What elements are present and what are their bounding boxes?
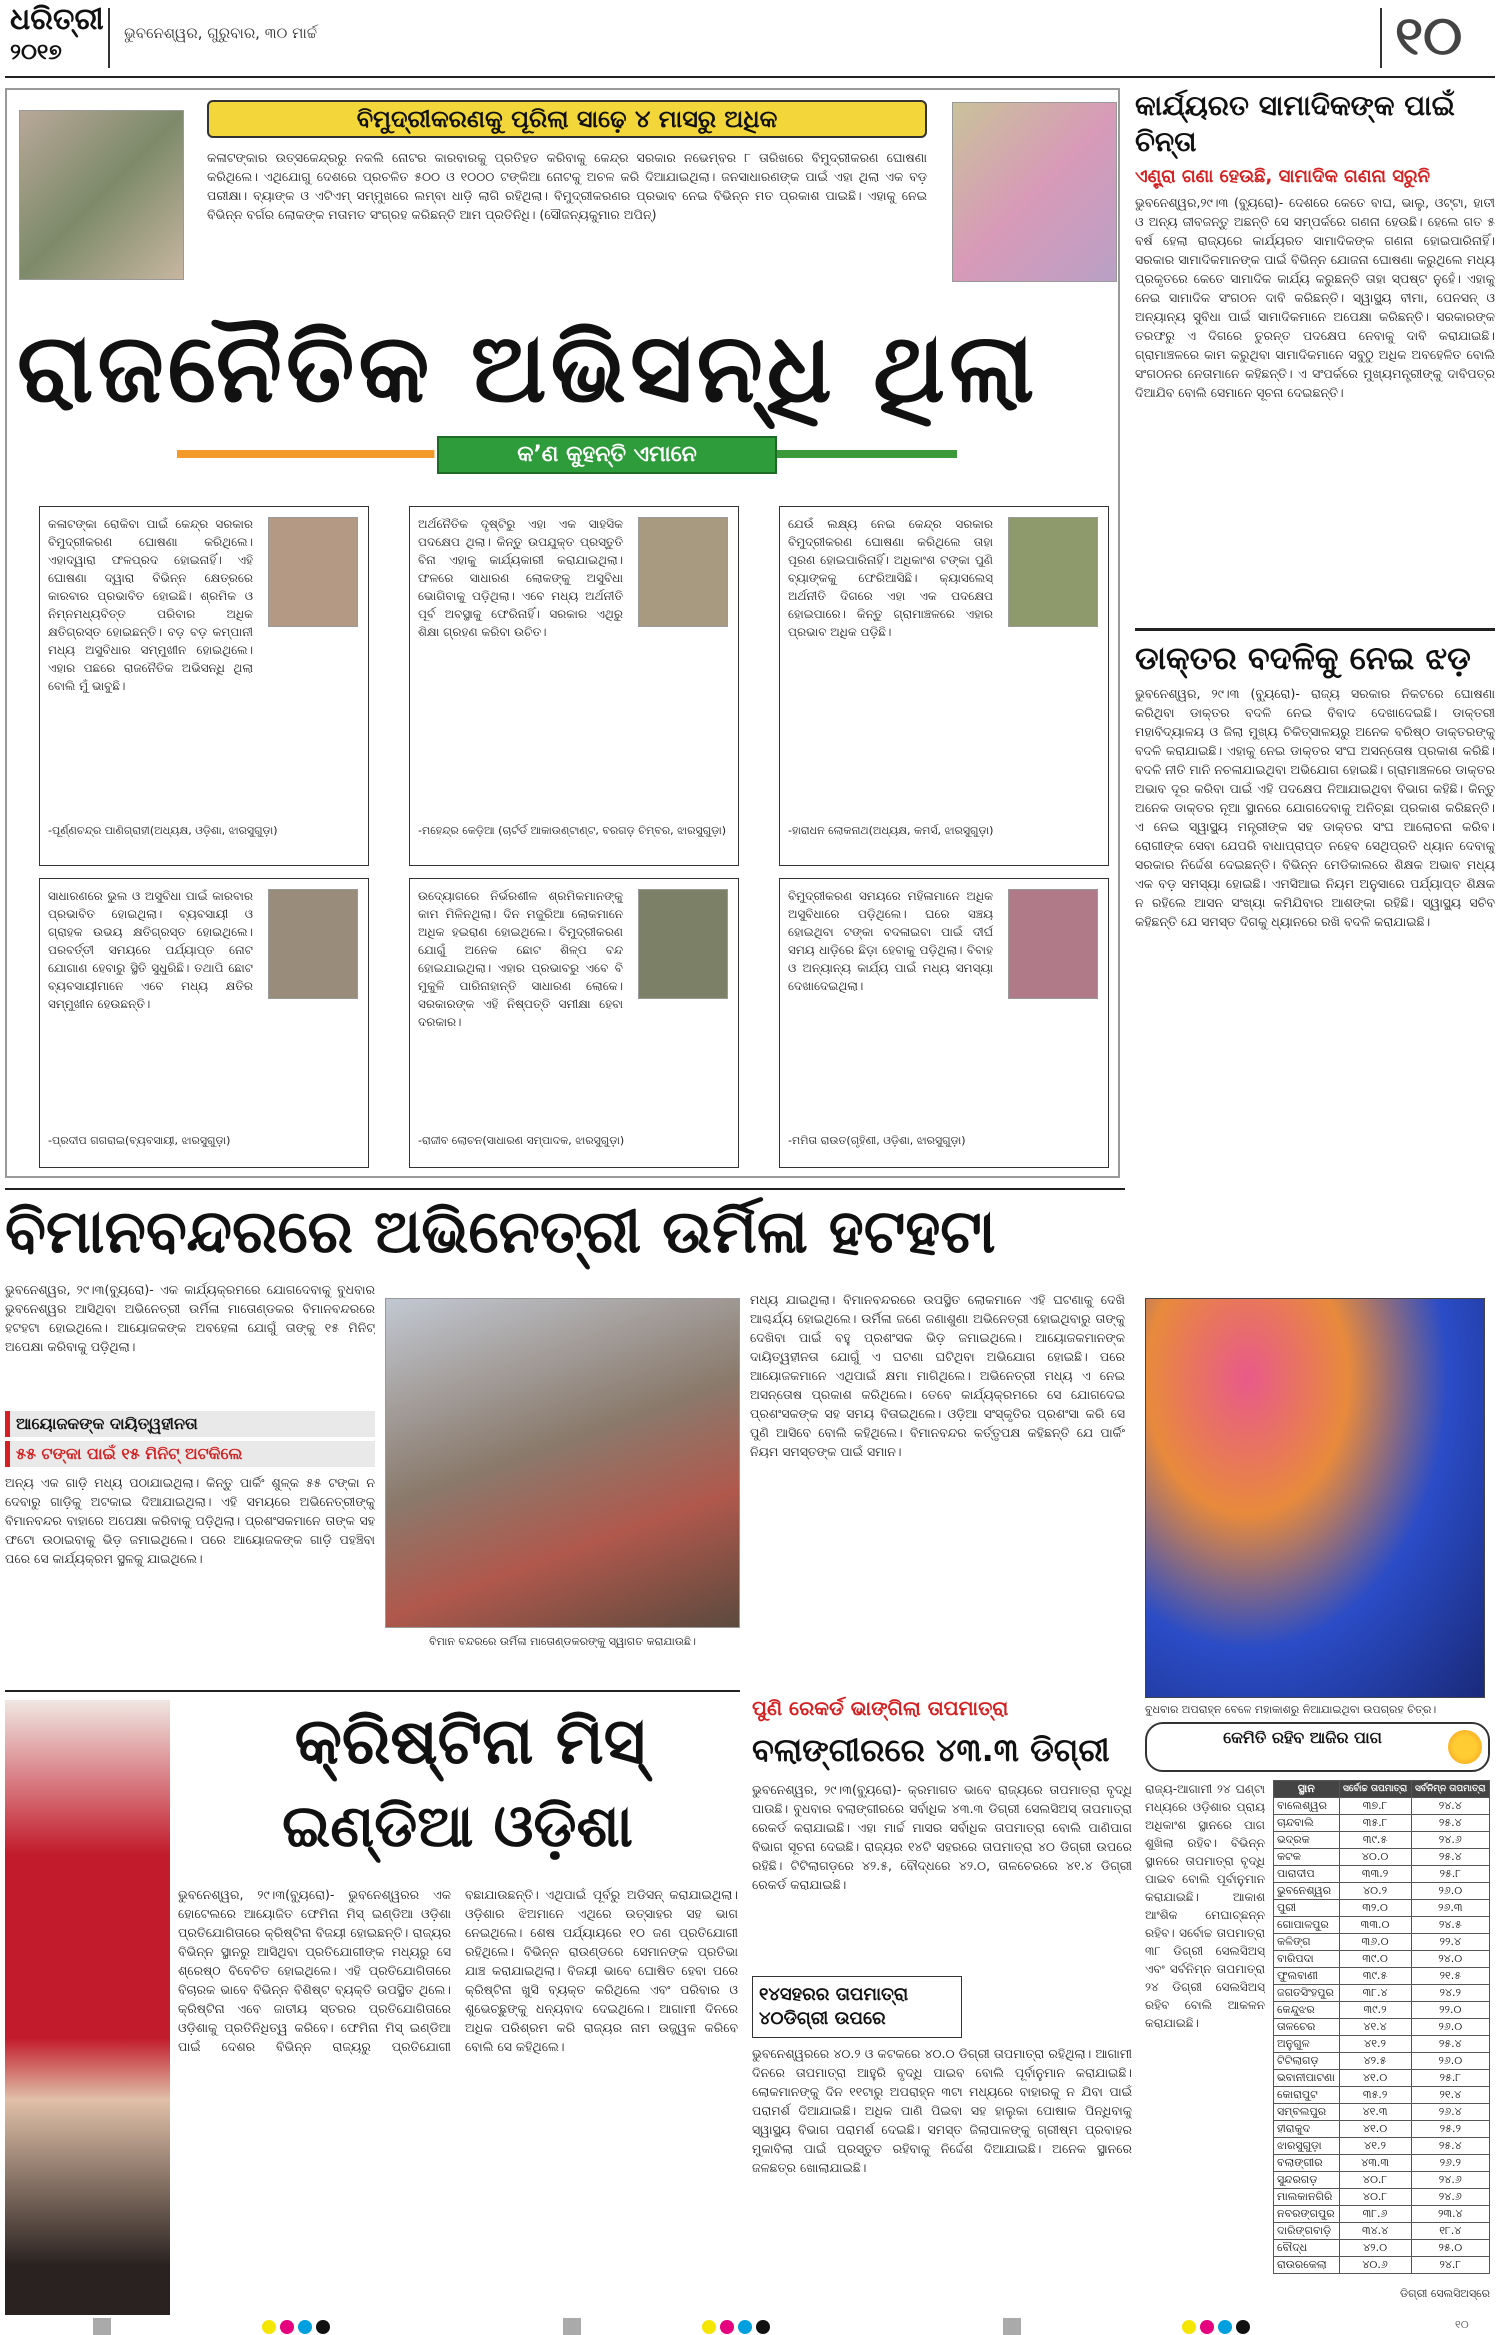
table-row	[1274, 2019, 1490, 2036]
table-cell: ୪୩.୩	[1339, 2155, 1411, 2172]
heat-body: ଭୁବନେଶ୍ୱର, ୨୯।୩(ବ୍ୟୁରୋ)- କ୍ରମାଗତ ଭାବେ ରାଜ୍ୟରେ ତାପମାତ୍ରା ବୃଦ୍ଧି ପାଉଛି। ବୁଧବାର ବଲାଙ୍ଗୀରରେ ସର୍ବାଧିକ ୪୩.୩ ଡିଗ୍ରୀ ସେଲସିଅସ୍ ତାପମାତ୍ରା ରେକର୍ଡ କରାଯାଇଛି। ଏହା ମାର୍ଚ୍ଚ ମାସର ସର୍ବାଧିକ ତାପମାତ୍ରା ବୋଲି ପାଣିପାଗ ବିଭାଗ ସୂଚନା ଦେଇଛି। ରାଜ୍ୟର ୧୪ଟି ସହରରେ ତାପମାତ୍ରା ୪୦ ଡିଗ୍ରୀ ଉପରେ ରହିଛି। ଟିଟିଲାଗଡ଼ରେ ୪୨.୫, ବୌଦ୍ଧରେ ୪୨.୦, ତାଳଚେରରେ ୪୧.୪ ଡିଗ୍ରୀ ରେକର୍ଡ କରାଯାଇଛି।	[752, 1782, 1132, 1892]
opinion-card	[39, 878, 369, 1168]
table-cell: ୨୪.୮	[1411, 2257, 1489, 2274]
footer-page-ref: ୧୦	[1455, 2318, 1469, 2331]
table-cell: ୨୪.୦	[1411, 1951, 1489, 1968]
table-header: ସର୍ବୋଚ୍ଚ ତାପମାତ୍ରା	[1339, 1781, 1411, 1798]
table-cell: ୨୪.୪	[1411, 1798, 1489, 1815]
table-cell: ୩୩.୨	[1339, 1866, 1411, 1883]
table-row	[1274, 1985, 1490, 2002]
sun-cloud-icon	[1448, 1730, 1482, 1764]
table-cell: ତାଳଚେର	[1274, 2019, 1340, 2036]
opinion-card	[39, 506, 369, 866]
journalists-subhead: ଏଣ୍ଟ୍ରା ଗଣା ହେଉଛି, ସାମାଦିକ ଗଣନା ସରୁନି	[1135, 166, 1430, 187]
opinion-portrait	[1008, 517, 1098, 627]
table-cell: ୨୪.୬	[1411, 2172, 1489, 2189]
gray-block	[1003, 2318, 1021, 2335]
table-cell: ୨୪.୬	[1411, 1832, 1489, 1849]
table-cell: ମାଲକାନଗିରି	[1274, 2189, 1340, 2206]
doctors-article	[1135, 636, 1495, 1276]
table-cell: ୨୫.୪	[1411, 2036, 1489, 2053]
table-row	[1274, 1849, 1490, 1866]
table-cell: ଅନୁଗୁଳ	[1274, 2036, 1340, 2053]
urmila-body: ଅନ୍ୟ ଏକ ଗାଡ଼ି ମଧ୍ୟ ପଠାଯାଇଥିଲା। କିନ୍ତୁ ପାର୍କିଂ ଶୁଳ୍କ ୫୫ ଟଙ୍କା ନ ଦେବାରୁ ଗାଡ଼ିକୁ ଅଟକାଇ ଦିଆଯାଇଥିଲା। ଏହି ସମୟରେ ଅଭିନେତ୍ରୀଙ୍କୁ ବିମାନବନ୍ଦର ବାହାରେ ଅପେକ୍ଷା କରିବାକୁ ପଡ଼ିଥିଲା। ପ୍ରଶଂସକମାନେ ତାଙ୍କ ସହ ଫଟୋ ଉଠାଇବାକୁ ଭିଡ଼ ଜମାଇଥିଲେ। ପରେ ଆୟୋଜକଙ୍କ ଗାଡ଼ି ପହଞ୍ଚିବା ପରେ ସେ କାର୍ଯ୍ୟକ୍ରମ ସ୍ଥଳକୁ ଯାଇଥିଲେ।	[5, 1475, 375, 1566]
table-cell: ୩୯.୨	[1339, 2002, 1411, 2019]
table-cell: ୨୬.୦	[1411, 2053, 1489, 2070]
opinion-card	[409, 878, 739, 1168]
urmila-headline: ବିମାନବନ୍ଦରରେ ଅଭିନେତ୍ରୀ ଉର୍ମିଳା ହଟହଟା	[5, 1197, 996, 1267]
table-row	[1274, 1815, 1490, 1832]
table-cell: ୨୬.୦	[1411, 2019, 1489, 2036]
weather-title-bar: କେମିତି ରହିବ ଆଜିର ପାଗ	[1145, 1722, 1490, 1772]
table-cell: ୨୫.୮	[1411, 2070, 1489, 2087]
table-cell: ୩୫.୨	[1339, 2087, 1411, 2104]
opinion-byline: -ରାଜୀବ ଲୋଚନ(ସାଧାରଣ ସମ୍ପାଦକ, ଝାରସୁଗୁଡ଼ା)	[418, 1134, 625, 1147]
weather-forecast-text: ରାଜ୍ୟ-ଆଗାମୀ ୨୪ ଘଣ୍ଟା ମଧ୍ୟରେ ଓଡ଼ିଶାର ପ୍ରାୟ ଅଧିକାଂଶ ସ୍ଥାନରେ ପାଗ ଶୁଖିଲା ରହିବ। ବିଭିନ୍ନ ସ୍ଥାନରେ ତାପମାତ୍ରା ବୃଦ୍ଧି ପାଇବ ବୋଲି ପୂର୍ବାନୁମାନ କରାଯାଇଛି। ଆକାଶ ଆଂଶିକ ମେଘାଚ୍ଛନ୍ନ ରହିବ। ସର୍ବୋଚ୍ଚ ତାପମାତ୍ରା ୩୮ ଡିଗ୍ରୀ ସେଲସିଅସ୍ ଏବଂ ସର୍ବନିମ୍ନ ତାପମାତ୍ରା ୨୪ ଡିଗ୍ରୀ ସେଲସିଅସ୍ ରହିବ ବୋଲି ଆକଳନ କରାଯାଇଛି।	[1145, 1782, 1265, 2030]
table-cell: ୪୧.୦	[1339, 2121, 1411, 2138]
urmila-kicker-2: ୫୫ ଟଙ୍କା ପାଇଁ ୧୫ ମିନିଟ୍ ଅଟକିଲେ	[5, 1441, 375, 1467]
table-cell: ୩୯.୫	[1339, 1832, 1411, 1849]
table-cell: କୋରାପୁଟ	[1274, 2087, 1340, 2104]
opinion-text: ଅର୍ଥନୈତିକ ଦୃଷ୍ଟିରୁ ଏହା ଏକ ସାହସିକ ପଦକ୍ଷେପ ଥିଲା। କିନ୍ତୁ ଉପଯୁକ୍ତ ପ୍ରସ୍ତୁତି ବିନା ଏହାକୁ କାର୍ଯ୍ୟକାରୀ କରାଯାଇଥିଲା। ଫଳରେ ସାଧାରଣ ଲୋକଙ୍କୁ ଅସୁବିଧା ଭୋଗିବାକୁ ପଡ଼ିଥିଲା। ଏବେ ମଧ୍ୟ ଅର୍ଥନୀତି ପୂର୍ବ ଅବସ୍ଥାକୁ ଫେରିନାହିଁ। ସରକାର ଏଥିରୁ ଶିକ୍ଷା ଗ୍ରହଣ କରିବା ଉଚିତ।	[418, 517, 623, 639]
table-cell: ୩୨.୦	[1339, 1900, 1411, 1917]
doctors-headline: ଡାକ୍ତର ବଦଳିକୁ ନେଇ ଝଡ଼	[1135, 639, 1471, 677]
table-cell: ଭବାନୀପାଟଣା	[1274, 2070, 1340, 2087]
table-row	[1274, 2053, 1490, 2070]
dateline: ଭୁବନେଶ୍ୱର, ଗୁରୁବାର, ୩୦ ମାର୍ଚ୍ଚ	[124, 24, 318, 42]
table-cell: ୨୪.୨	[1411, 1985, 1489, 2002]
table-cell: ୨୫.୨	[1411, 2121, 1489, 2138]
table-cell: ୪୦.୬	[1339, 2257, 1411, 2274]
table-cell: ୪୦.୮	[1339, 2172, 1411, 2189]
urmila-caption: ବିମାନ ବନ୍ଦରରେ ଉର୍ମିଳା ମାତୋଣ୍ଡକରଙ୍କୁ ସ୍ୱାଗତ କରାଯାଉଛି।	[429, 1635, 696, 1648]
table-row	[1274, 1900, 1490, 1917]
table-cell: ୨୩.୪	[1411, 2206, 1489, 2223]
table-cell: ବଲାଙ୍ଗୀର	[1274, 2155, 1340, 2172]
table-row	[1274, 1798, 1490, 1815]
table-cell: ୨୬.୪	[1411, 2104, 1489, 2121]
page-number: ୧୦	[1395, 4, 1463, 67]
table-cell: ୨୧.୫	[1411, 1968, 1489, 1985]
table-cell: ହୀରାକୁଦ	[1274, 2121, 1340, 2138]
table-cell: ୨୪.୫	[1411, 1917, 1489, 1934]
section-rule	[5, 1690, 740, 1692]
currency-image-left	[19, 110, 184, 280]
urmila-column-left	[5, 1280, 375, 1680]
table-cell: ପାରାଦୀପ	[1274, 1866, 1340, 1883]
paper-name: ଧରିତ୍ରୀ	[10, 2, 104, 37]
opinion-byline: -ହାରାଧନ ଲୋକନାଥ(ଅଧ୍ୟକ୍ଷ, କମର୍ସ, ଝାରସୁଗୁଡ଼ା)	[788, 824, 994, 837]
table-cell: ଝାରସୁଗୁଡ଼ା	[1274, 2138, 1340, 2155]
currency-image-right	[952, 102, 1117, 282]
satellite-image	[1145, 1298, 1485, 1698]
opinion-portrait	[638, 517, 728, 627]
demonetisation-headline: ରାଜନୈତିକ ଅଭିସନ୍ଧି ଥିଲା	[17, 312, 1039, 424]
page-number-divider	[1380, 8, 1382, 68]
table-cell: ୪୦.୦	[1339, 1849, 1411, 1866]
table-cell: ୨୫.୪	[1411, 1815, 1489, 1832]
journalists-article	[1135, 88, 1495, 628]
color-dots	[700, 2319, 772, 2335]
krishna-body: ଭୁବନେଶ୍ୱର, ୨୯।୩(ବ୍ୟୁରୋ)- ଭୁବନେଶ୍ୱରର ଏକ ହୋଟେଲରେ ଆୟୋଜିତ ଫେମିନା ମିସ୍ ଇଣ୍ଡିଆ ଓଡ଼ିଶା ପ୍ରତିଯୋଗିତାରେ କ୍ରିଷ୍ଟିନା ବିଜୟୀ ହୋଇଛନ୍ତି। ରାଜ୍ୟର ବିଭିନ୍ନ ସ୍ଥାନରୁ ଆସିଥିବା ପ୍ରତିଯୋଗୀଙ୍କ ମଧ୍ୟରୁ ସେ ଶ୍ରେଷ୍ଠ ବିବେଚିତ ହୋଇଥିଲେ। ଏହି ପ୍ରତିଯୋଗିତାରେ ବିଚାରକ ଭାବେ ବିଭିନ୍ନ ବିଶିଷ୍ଟ ବ୍ୟକ୍ତି ଉପସ୍ଥିତ ଥିଲେ। କ୍ରିଷ୍ଟିନା ଏବେ ଜାତୀୟ ସ୍ତରର ପ୍ରତିଯୋଗିତାରେ ଓଡ଼ିଶାକୁ ପ୍ରତିନିଧିତ୍ୱ କରିବେ। ଫେମିନା ମିସ୍ ଇଣ୍ଡିଆ ପାଇଁ ଦେଶର ବିଭିନ୍ନ ରାଜ୍ୟରୁ ପ୍ରତିଯୋଗୀ ବଛାଯାଉଛନ୍ତି। ଏଥିପାଇଁ ପୂର୍ବରୁ ଅଡିସନ୍ କରାଯାଇଥିଲା। ଓଡ଼ିଶାର ଝିଅମାନେ ଏଥିରେ ଉତ୍ସାହର ସହ ଭାଗ ନେଇଥିଲେ। ଶେଷ ପର୍ଯ୍ୟାୟରେ ୧୦ ଜଣ ପ୍ରତିଯୋଗୀ ରହିଥିଲେ। ବିଭିନ୍ନ ରାଉଣ୍ଡରେ ସେମାନଙ୍କ ପ୍ରତିଭା ଯାଞ୍ଚ କରାଯାଇଥିଲା। ବିଜୟୀ ଭାବେ ଘୋଷିତ ହେବା ପରେ କ୍ରିଷ୍ଟିନା ଖୁସି ବ୍ୟକ୍ତ କରିଥିଲେ ଏବଂ ପରିବାର ଓ ଶୁଭେଚ୍ଛୁଙ୍କୁ ଧନ୍ୟବାଦ ଦେଇଥିଲେ। ଆଗାମୀ ଦିନରେ ଅଧିକ ପରିଶ୍ରମ କରି ରାଜ୍ୟର ନାମ ଉଜ୍ଜ୍ୱଳ କରିବେ ବୋଲି ସେ କହିଥିଲେ।	[178, 1887, 738, 2054]
table-cell: ସୁନ୍ଦରଗଡ଼	[1274, 2172, 1340, 2189]
table-cell: ୪୧.୦	[1339, 2070, 1411, 2087]
table-cell: କେନ୍ଦୁଝର	[1274, 2002, 1340, 2019]
table-cell: ନବରଙ୍ଗପୁର	[1274, 2206, 1340, 2223]
journalists-body: ଭୁବନେଶ୍ୱର,୨୯।୩ (ବ୍ୟୁରୋ)- ଦେଶରେ କେତେ ବାଘ, ଭାଲୁ, ଓଟ୍ଟା, ହାତୀ ଓ ଅନ୍ୟ ଜୀବଜନ୍ତୁ ଅଛନ୍ତି ସେ ସମ୍ପର୍କରେ ଗଣନା ହେଉଛି। ହେଲେ ଗତ ୫ ବର୍ଷ ହେଲା ରାଜ୍ୟରେ କାର୍ଯ୍ୟରତ ସାମାଦିକଙ୍କ ଗଣନା ହୋଇପାରିନାହିଁ। ସରକାର ସାମାଦିକମାନଙ୍କ ପାଇଁ ବିଭିନ୍ନ ଯୋଜନା ଘୋଷଣା କରୁଥିଲେ ମଧ୍ୟ ପ୍ରକୃତରେ କେତେ ସାମାଦିକ କାର୍ଯ୍ୟ କରୁଛନ୍ତି ତାହା ସ୍ପଷ୍ଟ ନୁହେଁ। ଏହାକୁ ନେଇ ସାମାଦିକ ସଂଗଠନ ଦାବି କରିଛନ୍ତି। ସ୍ୱାସ୍ଥ୍ୟ ବୀମା, ପେନସନ୍ ଓ ଅନ୍ୟାନ୍ୟ ସୁବିଧା ପାଇଁ ସାମାଦିକମାନେ ଅପେକ୍ଷା କରିଛନ୍ତି। ସରକାରଙ୍କ ତରଫରୁ ଏ ଦିଗରେ ତୁରନ୍ତ ପଦକ୍ଷେପ ନେବାକୁ ଦାବି କରାଯାଇଛି। ଗ୍ରାମାଞ୍ଚଳରେ କାମ କରୁଥିବା ସାମାଦିକମାନେ ସବୁଠୁ ଅଧିକ ଅବହେଳିତ ବୋଲି ସଂଗଠନର ନେତାମାନେ କହିଛନ୍ତି। ଏ ସଂପର୍କରେ ମୁଖ୍ୟମନ୍ତ୍ରୀଙ୍କୁ ଦାବିପତ୍ର ଦିଆଯିବ ବୋଲି ସେମାନେ ସୂଚନା ଦେଇଛନ୍ତି।	[1135, 195, 1495, 400]
satellite-caption: ବୁଧବାର ଅପରାହ୍ନ ବେଳେ ମହାକାଶରୁ ନିଆଯାଇଥିବା ଉପଗ୍ରହ ଚିତ୍ର।	[1145, 1703, 1437, 1716]
opinion-byline: -ମମିତା ରାଉତ(ଗୃହିଣୀ, ଓଡ଼ିଶା, ଝାରସୁଗୁଡ଼ା)	[788, 1134, 966, 1147]
krishna-headline-2: ଇଣ୍ଡିଆ ଓଡ଼ିଶା	[282, 1792, 633, 1860]
table-row	[1274, 2206, 1490, 2223]
masthead-rule	[5, 76, 1495, 78]
table-cell: ୨୬.୩	[1411, 1900, 1489, 1917]
right-column-rule	[1135, 628, 1495, 631]
table-cell: ୩୯.୦	[1339, 1951, 1411, 1968]
table-row	[1274, 1917, 1490, 1934]
table-cell: ପୁରୀ	[1274, 1900, 1340, 1917]
table-cell: ବାରିପଦା	[1274, 1951, 1340, 1968]
table-cell: ୩୮.୬	[1339, 2206, 1411, 2223]
gray-block	[563, 2318, 581, 2335]
masthead	[0, 0, 1500, 80]
table-row	[1274, 2070, 1490, 2087]
table-cell: ୨୪.୬	[1411, 2189, 1489, 2206]
table-cell: ୩୬.୦	[1339, 1934, 1411, 1951]
masthead-divider	[108, 8, 110, 68]
table-row	[1274, 1866, 1490, 1883]
table-row	[1274, 2002, 1490, 2019]
table-row	[1274, 2257, 1490, 2274]
table-cell: ୪୧.୪	[1339, 2019, 1411, 2036]
print-registration-marks	[0, 2318, 1500, 2335]
table-header: ସ୍ଥାନ	[1274, 1781, 1340, 1798]
opinion-text: ସାଧାରଣରେ ଭୁଲ ଓ ଅସୁବିଧା ପାଇଁ କାରବାର ପ୍ରଭାବିତ ହୋଇଥିଲା। ବ୍ୟବସାୟୀ ଓ ଗ୍ରାହକ ଉଭୟ କ୍ଷତିଗ୍ରସ୍ତ ହୋଇଥିଲେ। ପରବର୍ତ୍ତୀ ସମୟରେ ପର୍ଯ୍ୟାପ୍ତ ନୋଟ ଯୋଗାଣ ହେବାରୁ ସ୍ଥିତି ସୁଧୁରିଛି। ତଥାପି ଛୋଟ ବ୍ୟବସାୟୀମାନେ ଏବେ ମଧ୍ୟ କ୍ଷତିର ସମ୍ମୁଖୀନ ହେଉଛନ୍ତି।	[48, 889, 253, 1011]
opinion-byline: -ପୂର୍ଣ୍ଣଚନ୍ଦ୍ର ପାଣିଗ୍ରାହୀ(ଅଧ୍ୟକ୍ଷ, ଓଡ଼ିଶା, ଝାରସୁଗୁଡ଼ା)	[48, 824, 278, 837]
table-cell: କଟକ	[1274, 1849, 1340, 1866]
table-cell: ଗୋପାଳପୁର	[1274, 1917, 1340, 1934]
table-cell: ୪୨.୫	[1339, 2053, 1411, 2070]
opinion-card	[779, 878, 1109, 1168]
heat-body-2: ଭୁବନେଶ୍ୱରରେ ୪୦.୨ ଓ କଟକରେ ୪୦.୦ ଡିଗ୍ରୀ ତାପମାତ୍ରା ରହିଥିଲା। ଆଗାମୀ ଦିନରେ ତାପମାତ୍ରା ଆହୁରି ବୃଦ୍ଧି ପାଇବ ବୋଲି ପୂର୍ବାନୁମାନ କରାଯାଇଛି। ଲୋକମାନଙ୍କୁ ଦିନ ୧୧ଟାରୁ ଅପରାହ୍ନ ୩ଟା ମଧ୍ୟରେ ବାହାରକୁ ନ ଯିବା ପାଇଁ ପରାମର୍ଶ ଦିଆଯାଇଛି। ଅଧିକ ପାଣି ପିଇବା ସହ ହାଲୁକା ପୋଷାକ ପିନ୍ଧିବାକୁ ସ୍ୱାସ୍ଥ୍ୟ ବିଭାଗ ପରାମର୍ଶ ଦେଇଛି। ସମସ୍ତ ଜିଲାପାଳଙ୍କୁ ଗ୍ରୀଷ୍ମ ପ୍ରବାହର ମୁକାବିଲା ପାଇଁ ପ୍ରସ୍ତୁତ ରହିବାକୁ ନିର୍ଦ୍ଦେଶ ଦିଆଯାଇଛି। ଅନେକ ସ୍ଥାନରେ ଜଳଛତ୍ର ଖୋଲାଯାଇଛି।	[752, 2046, 1132, 2175]
temperature-table	[1273, 1780, 1490, 2274]
krishna-photo	[5, 1700, 170, 2315]
table-cell: ୪୦.୮	[1339, 2189, 1411, 2206]
table-row	[1274, 2104, 1490, 2121]
table-cell: ୨୫.୦	[1411, 2240, 1489, 2257]
table-cell: ରାଉରକେଲା	[1274, 2257, 1340, 2274]
table-cell: ୩୭.୮	[1339, 1798, 1411, 1815]
doctors-body: ଭୁବନେଶ୍ୱର, ୨୯।୩ (ବ୍ୟୁରୋ)- ରାଜ୍ୟ ସରକାର ନିକଟରେ ଘୋଷଣା କରିଥିବା ଡାକ୍ତର ବଦଳି ନେଇ ବିବାଦ ଦେଖାଦେଇଛି। ଡାକ୍ତରୀ ମହାବିଦ୍ୟାଳୟ ଓ ଜିଲା ମୁଖ୍ୟ ଚିକିତ୍ସାଳୟରୁ ଅନେକ ବରିଷ୍ଠ ଡାକ୍ତରଙ୍କୁ ବଦଳି କରାଯାଇଛି। ଏହାକୁ ନେଇ ଡାକ୍ତର ସଂଘ ଅସନ୍ତୋଷ ପ୍ରକାଶ କରିଛି। ବଦଳି ନୀତି ମାନି ନଚଳାଯାଇଥିବା ଅଭିଯୋଗ ହୋଇଛି। ଗ୍ରାମାଞ୍ଚଳରେ ଡାକ୍ତର ଅଭାବ ଦୂର କରିବା ପାଇଁ ଏହି ପଦକ୍ଷେପ ନିଆଯାଇଥିବା ବିଭାଗ କହିଛି। କିନ୍ତୁ ଅନେକ ଡାକ୍ତର ନୂଆ ସ୍ଥାନରେ ଯୋଗଦେବାକୁ ଅନିଚ୍ଛା ପ୍ରକାଶ କରିଛନ୍ତି। ଏ ନେଇ ସ୍ୱାସ୍ଥ୍ୟ ମନ୍ତ୍ରୀଙ୍କ ସହ ଡାକ୍ତର ସଂଘ ଆଲୋଚନା କରିବ। ରୋଗୀଙ୍କ ସେବା ଯେପରି ବାଧାପ୍ରାପ୍ତ ନହେବ ସେଥିପ୍ରତି ଧ୍ୟାନ ଦେବାକୁ ସରକାର ନିର୍ଦ୍ଦେଶ ଦେଇଛନ୍ତି। ବିଭିନ୍ନ ମେଡିକାଲରେ ଶିକ୍ଷକ ଅଭାବ ମଧ୍ୟ ଏକ ବଡ଼ ସମସ୍ୟା ହୋଇଛି। ଏମସିଆଇ ନିୟମ ଅନୁସାରେ ପର୍ଯ୍ୟାପ୍ତ ଶିକ୍ଷକ ନ ରହିଲେ ଆସନ ସଂଖ୍ୟା କମିଯିବାର ଆଶଙ୍କା ରହିଛି। ସ୍ୱାସ୍ଥ୍ୟ ସଚିବ କହିଛନ୍ତି ଯେ ସମସ୍ତ ଦିଗକୁ ଧ୍ୟାନରେ ରଖି ବଦଳି କରାଯାଇଛି।	[1135, 686, 1495, 929]
urmila-lede: ଭୁବନେଶ୍ୱର, ୨୯।୩(ବ୍ୟୁରୋ)- ଏକ କାର୍ଯ୍ୟକ୍ରମରେ ଯୋଗଦେବାକୁ ବୁଧବାର ଭୁବନେଶ୍ୱର ଆସିଥିବା ଅଭିନେତ୍ରୀ ଉର୍ମିଳା ମାତୋଣ୍ଡକର ବିମାନବନ୍ଦରରେ ହଟହଟା ହୋଇଥିଲେ। ଆୟୋଜକଙ୍କ ଅବହେଳା ଯୋଗୁଁ ତାଙ୍କୁ ୧୫ ମିନିଟ୍ ଅପେକ୍ଷା କରିବାକୁ ପଡ଼ିଥିଲା।	[5, 1282, 375, 1354]
table-cell: ୪୧.୨	[1339, 2138, 1411, 2155]
opinion-portrait	[1008, 889, 1098, 999]
table-row	[1274, 2172, 1490, 2189]
opinion-portrait	[638, 889, 728, 999]
urmila-body-2: ମଧ୍ୟ ଯାଇଥିଲା। ବିମାନବନ୍ଦରରେ ଉପସ୍ଥିତ ଲୋକମାନେ ଏହି ଘଟଣାକୁ ଦେଖି ଆଶ୍ଚର୍ଯ୍ୟ ହୋଇଥିଲେ। ଉର୍ମିଳା ଜଣେ ଜଣାଶୁଣା ଅଭିନେତ୍ରୀ ହୋଇଥିବାରୁ ତାଙ୍କୁ ଦେଖିବା ପାଇଁ ବହୁ ପ୍ରଶଂସକ ଭିଡ଼ ଜମାଇଥିଲେ। ଆୟୋଜକମାନଙ୍କ ଦାୟିତ୍ୱହୀନତା ଯୋଗୁଁ ଏ ଘଟଣା ଘଟିଥିବା ଅଭିଯୋଗ ହୋଇଛି। ପରେ ଆୟୋଜକମାନେ ଏଥିପାଇଁ କ୍ଷମା ମାଗିଥିଲେ। ଅଭିନେତ୍ରୀ ମଧ୍ୟ ଏ ନେଇ ଅସନ୍ତୋଷ ପ୍ରକାଶ କରିଥିଲେ। ତେବେ କାର୍ଯ୍ୟକ୍ରମରେ ସେ ଯୋଗଦେଇ ପ୍ରଶଂସକଙ୍କ ସହ ସମୟ ବିତାଇଥିଲେ। ଓଡ଼ିଆ ସଂସ୍କୃତିର ପ୍ରଶଂସା କରି ସେ ପୁଣି ଆସିବେ ବୋଲି କହିଥିଲେ। ବିମାନବନ୍ଦର କର୍ତ୍ତୃପକ୍ଷ କହିଛନ୍ତି ଯେ ପାର୍କିଂ ନିୟମ ସମସ୍ତଙ୍କ ପାଇଁ ସମାନ।	[750, 1292, 1125, 1459]
table-cell: ୨୧.୪	[1411, 2087, 1489, 2104]
table-cell: ବୌଦ୍ଧ	[1274, 2240, 1340, 2257]
table-cell: ୧୮.୪	[1411, 2223, 1489, 2240]
color-dots	[260, 2319, 332, 2335]
table-cell: ଦାରିଙ୍ଗବାଡ଼ି	[1274, 2223, 1340, 2240]
opinion-text: ବିମୁଦ୍ରୀକରଣ ସମୟରେ ମହିଳାମାନେ ଅଧିକ ଅସୁବିଧାରେ ପଡ଼ିଥିଲେ। ଘରେ ସଞ୍ଚୟ ହୋଇଥିବା ଟଙ୍କା ବଦଳାଇବା ପାଇଁ ଦୀର୍ଘ ସମୟ ଧାଡ଼ିରେ ଛିଡ଼ା ହେବାକୁ ପଡ଼ିଥିଲା। ବିବାହ ଓ ଅନ୍ୟାନ୍ୟ କାର୍ଯ୍ୟ ପାଇଁ ମଧ୍ୟ ସମସ୍ୟା ଦେଖାଦେଇଥିଲା।	[788, 889, 993, 993]
opinion-text: କଳାଟଙ୍କା ରୋକିବା ପାଇଁ କେନ୍ଦ୍ର ସରକାର ବିମୁଦ୍ରୀକରଣ ଘୋଷଣା କରିଥିଲେ। ଏହାଦ୍ୱାରା ଫଳପ୍ରଦ ହୋଇନାହିଁ। ଏହି ଘୋଷଣା ଦ୍ୱାରା ବିଭିନ୍ନ କ୍ଷେତ୍ରରେ କାରବାର ପ୍ରଭାବିତ ହୋଇଛି। ଶ୍ରମିକ ଓ ନିମ୍ନମଧ୍ୟବିତ୍ତ ପରିବାର ଅଧିକ କ୍ଷତିଗ୍ରସ୍ତ ହୋଇଛନ୍ତି। ବଡ଼ ବଡ଼ କମ୍ପାନୀ ମଧ୍ୟ ଅସୁବିଧାର ସମ୍ମୁଖୀନ ହୋଇଥିଲେ। ଏହାର ପଛରେ ରାଜନୈତିକ ଅଭିସନ୍ଧି ଥିଲା ବୋଲି ମୁଁ ଭାବୁଛି।	[48, 517, 253, 693]
heat-box: ୧୪ସହରର ତାପମାତ୍ରା ୪୦ଡିଗ୍ରୀ ଉପରେ	[752, 1976, 962, 2038]
opinion-text: ଉଦ୍ୟୋଗରେ ନିର୍ଭରଶୀଳ ଶ୍ରମିକମାନଙ୍କୁ କାମ ମିଳିନଥିଲା। ଦିନ ମଜୁରିଆ ଲୋକମାନେ ଅଧିକ ହଇରାଣ ହୋଇଥିଲେ। ବିମୁଦ୍ରୀକରଣ ଯୋଗୁଁ ଅନେକ ଛୋଟ ଶିଳ୍ପ ବନ୍ଦ ହୋଇଯାଇଥିଲା। ଏହାର ପ୍ରଭାବରୁ ଏବେ ବି ମୁକୁଳି ପାରିନାହାନ୍ତି ସାଧାରଣ ଲୋକେ। ସରକାରଙ୍କ ଏହି ନିଷ୍ପତ୍ତି ସମୀକ୍ଷା ହେବା ଦରକାର।	[418, 889, 623, 1029]
table-cell: ୩୪.୪	[1339, 2223, 1411, 2240]
journalists-headline: କାର୍ଯ୍ୟରତ ସାମାଦିକଙ୍କ ପାଇଁ ଚିନ୍ତା	[1135, 89, 1455, 158]
heat-article	[752, 1692, 1132, 2312]
table-cell: ୨୫.୮	[1411, 1866, 1489, 1883]
heat-kicker: ପୁଣି ରେକର୍ଡ ଭାଙ୍ଗିଲା ତାପମାତ୍ରା	[752, 1696, 1009, 1720]
demonetisation-intro: କଳାଟଙ୍କାର ଉତ୍ସକେନ୍ଦ୍ରରୁ ନକଲି ନୋଟର କାରବାରକୁ ପ୍ରତିହତ କରିବାକୁ କେନ୍ଦ୍ର ସରକାର ନଭେମ୍ବର ୮ ତାରିଖରେ ବିମୁଦ୍ରୀକରଣ ଘୋଷଣା କରିଥିଲେ। ଏଥିଯୋଗୁ ଦେଶରେ ପ୍ରଚଳିତ ୫୦୦ ଓ ୧୦୦୦ ଟଙ୍କିଆ ନୋଟକୁ ଅଚଳ କରି ଦିଆଯାଇଥିଲା। ଜନସାଧାରଣଙ୍କ ପାଇଁ ଏହା ଥିଲା ଏକ ବଡ଼ ପରୀକ୍ଷା। ବ୍ୟାଙ୍କ ଓ ଏଟିଏମ୍ ସମ୍ମୁଖରେ ଲମ୍ବା ଧାଡ଼ି ଲାଗି ରହିଥିଲା। ବିମୁଦ୍ରୀକରଣର ପ୍ରଭାବ ନେଇ ବିଭିନ୍ନ ମତ ପ୍ରକାଶ ପାଇଛି। ଏହାକୁ ନେଇ ବିଭିନ୍ନ ବର୍ଗର ଲୋକଙ୍କ ମତାମତ ସଂଗ୍ରହ କରିଛନ୍ତି ଆମ ପ୍ରତିନିଧି। (ସୌଜନ୍ୟକୁମାର ଅପିନ୍)	[207, 150, 927, 222]
table-header: ସର୍ବନିମ୍ନ ତାପମାତ୍ରା	[1411, 1781, 1489, 1798]
demonetisation-banner: ବିମୁଦ୍ରୀକରଣକୁ ପୂରିଲା ସାଢ଼େ ୪ ମାସରୁ ଅଧିକ	[207, 100, 927, 138]
table-cell: ୪୨.୦	[1339, 2240, 1411, 2257]
table-cell: ସମ୍ବଲପୁର	[1274, 2104, 1340, 2121]
table-cell: ୩୫.୮	[1339, 1815, 1411, 1832]
table-row	[1274, 2223, 1490, 2240]
table-cell: ୨୬.୦	[1411, 1883, 1489, 1900]
table-row	[1274, 2155, 1490, 2172]
table-cell: ୩୯.୫	[1339, 1968, 1411, 1985]
opinion-byline: -ପ୍ରଦୀପ ଗଗରାଇ(ବ୍ୟବସାୟୀ, ଝାରସୁଗୁଡ଼ା)	[48, 1134, 231, 1147]
table-cell: ୨୨.୦	[1411, 2002, 1489, 2019]
table-row	[1274, 1832, 1490, 1849]
table-row	[1274, 2121, 1490, 2138]
table-row	[1274, 2087, 1490, 2104]
table-cell: ଫୁଲବାଣୀ	[1274, 1968, 1340, 1985]
table-cell: ୨୨.୪	[1411, 1934, 1489, 1951]
table-row	[1274, 2036, 1490, 2053]
urmila-photo	[385, 1298, 740, 1628]
table-cell: ୩୩.୦	[1339, 1917, 1411, 1934]
table-cell: ୪୧.୨	[1339, 2036, 1411, 2053]
weather-box	[1145, 1722, 1490, 2302]
krishna-headline-1: କ୍ରିଷ୍ଟିନା ମିସ୍	[294, 1705, 646, 1779]
table-cell: ୪୦.୨	[1339, 1883, 1411, 1900]
urmila-kicker-1: ଆୟୋଜକଙ୍କ ଦାୟିତ୍ୱହୀନତା	[5, 1411, 375, 1437]
table-cell: ୩୮.୪	[1339, 1985, 1411, 2002]
opinion-card	[409, 506, 739, 866]
table-cell: ଟିଟିଲାଗଡ଼	[1274, 2053, 1340, 2070]
table-cell: କଳିଙ୍ଗ	[1274, 1934, 1340, 1951]
table-row	[1274, 2189, 1490, 2206]
gray-block	[93, 2318, 111, 2335]
demonetisation-feature	[5, 88, 1120, 1178]
table-cell: ଭଦ୍ରକ	[1274, 1832, 1340, 1849]
table-cell: ଜଗତସିଂହପୁର	[1274, 1985, 1340, 2002]
table-row	[1274, 1883, 1490, 1900]
paper-year: ୨୦୧୭	[10, 40, 62, 65]
opinion-portrait	[268, 889, 358, 999]
heat-headline: ବଲାଙ୍ଗୀରରେ ୪୩.୩ ଡିଗ୍ରୀ	[752, 1731, 1110, 1769]
table-cell: ୨୫.୪	[1411, 2138, 1489, 2155]
table-cell: ୪୧.୩	[1339, 2104, 1411, 2121]
table-row	[1274, 1968, 1490, 1985]
weather-footer: ଡିଗ୍ରୀ ସେଲସିଅସ୍‌ରେ	[1400, 2287, 1490, 2300]
opinion-text: ଯେଉଁ ଲକ୍ଷ୍ୟ ନେଇ କେନ୍ଦ୍ର ସରକାର ବିମୁଦ୍ରୀକରଣ ଘୋଷଣା କରିଥିଲେ ତାହା ପୂରଣ ହୋଇପାରିନାହିଁ। ଅଧିକାଂଶ ଟଙ୍କା ପୁଣି ବ୍ୟାଙ୍କକୁ ଫେରିଆସିଛି। କ୍ୟାସଲେସ୍ ଅର୍ଥନୀତି ଦିଗରେ ଏହା ଏକ ପଦକ୍ଷେପ ହୋଇପାରେ। କିନ୍ତୁ ଗ୍ରାମାଞ୍ଚଳରେ ଏହାର ପ୍ରଭାବ ଅଧିକ ପଡ଼ିଛି।	[788, 517, 993, 639]
subhead-tag: କ’ଣ କୁହନ୍ତି ଏମାନେ	[437, 436, 777, 474]
color-dots	[1180, 2319, 1252, 2335]
table-row	[1274, 1951, 1490, 1968]
table-row	[1274, 2138, 1490, 2155]
table-cell: ଚାନ୍ଦବାଲି	[1274, 1815, 1340, 1832]
opinion-byline: -ମହେନ୍ଦ୍ର କେଡ଼ିଆ (ଚାର୍ଟର୍ଡ ଆକାଉଣ୍ଟାଣ୍ଟ, ବରଗଡ଼ ଚିମ୍ବର, ଝାରସୁଗୁଡ଼ା)	[418, 824, 727, 837]
opinion-portrait	[268, 517, 358, 627]
table-row	[1274, 1934, 1490, 1951]
table-cell: ୨୬.୨	[1411, 2155, 1489, 2172]
table-cell: ବାଲେଶ୍ୱର	[1274, 1798, 1340, 1815]
table-cell: ୨୫.୪	[1411, 1849, 1489, 1866]
table-cell: ଭୁବନେଶ୍ୱର	[1274, 1883, 1340, 1900]
opinion-card	[779, 506, 1109, 866]
table-row	[1274, 2240, 1490, 2257]
